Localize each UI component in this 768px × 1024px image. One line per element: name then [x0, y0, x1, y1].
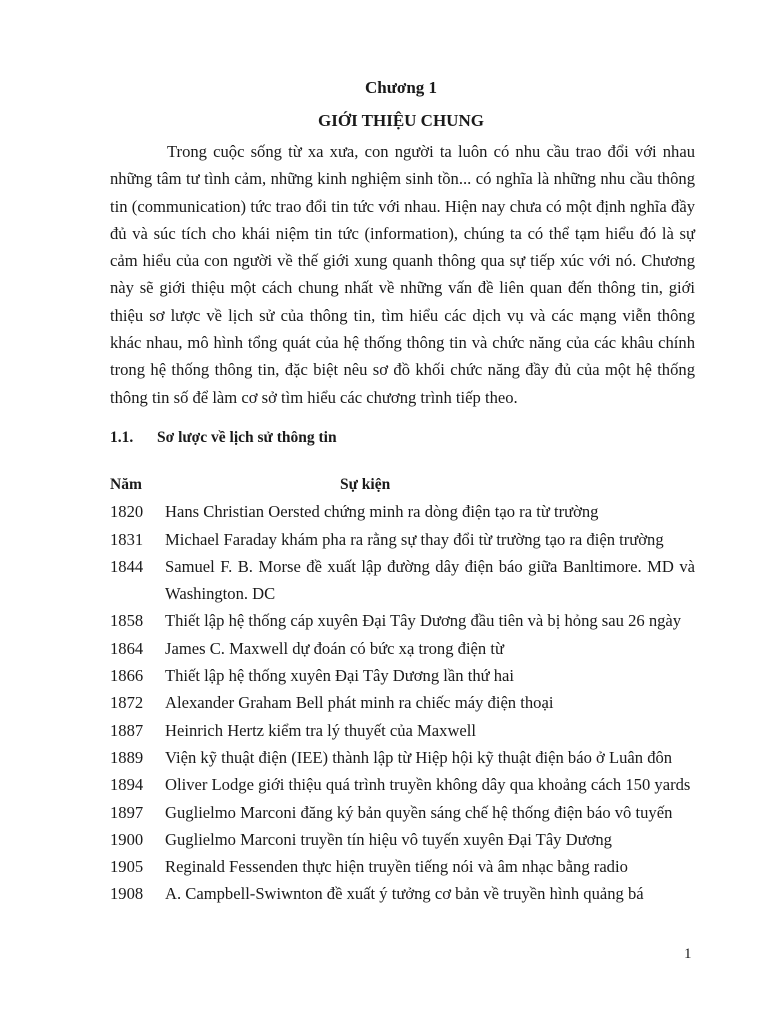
row-event: Heinrich Hertz kiểm tra lý thuyết của Maxwell: [165, 720, 477, 740]
table-row: [110, 880, 695, 907]
row-year: 1872: [110, 693, 144, 713]
column-header-year: Năm: [110, 476, 142, 493]
row-year: 1905: [110, 857, 144, 877]
table-row: [110, 853, 695, 880]
row-year: 1820: [110, 502, 144, 522]
row-year: 1831: [110, 529, 144, 549]
table-row: [110, 771, 695, 798]
row-year: 1897: [110, 802, 144, 822]
table-row: [110, 635, 695, 662]
row-event: Viện kỹ thuật điện (IEE) thành lập từ Hiệp hội kỹ thuật điện báo ở Luân đôn: [165, 747, 673, 767]
section-heading: [110, 429, 337, 447]
row-event: James C. Maxwell dự đoán có bức xạ trong điện từ: [165, 638, 504, 658]
row-event: Michael Faraday khám pha ra rằng sự thay đổi từ trường tạo ra điện trường: [165, 529, 664, 549]
table-row: [110, 498, 695, 525]
table-row: [110, 799, 695, 826]
row-year: 1887: [110, 720, 144, 740]
row-event: Guglielmo Marconi truyền tín hiệu vô tuyến xuyên Đại Tây Dương: [165, 829, 612, 849]
row-event: Oliver Lodge giới thiệu quá trình truyền không dây qua khoảng cách 150 yards: [165, 775, 691, 795]
table-row: [110, 553, 695, 608]
column-header-event: Sự kiện: [340, 476, 391, 493]
row-year: 1908: [110, 884, 144, 904]
row-event: Guglielmo Marconi đăng ký bản quyền sáng chế hệ thống điện báo vô tuyến: [165, 802, 673, 822]
table-row: [110, 689, 695, 716]
row-event: Thiết lập hệ thống cáp xuyên Đại Tây Dương đầu tiên và bị hỏng sau 26 ngày: [165, 611, 682, 631]
row-year: 1844: [110, 556, 144, 576]
row-event: A. Campbell-Swiwnton đề xuất ý tưởng cơ bản về truyền hình quảng bá: [165, 884, 644, 904]
row-event: Hans Christian Oersted chứng minh ra dòng điện tạo ra từ trường: [165, 502, 599, 522]
chapter-title: GIỚI THIỆU CHUNG: [318, 111, 484, 130]
section-title: Sơ lược về lịch sử thông tin: [157, 429, 337, 446]
table-row: [110, 526, 695, 553]
row-event: Thiết lập hệ thống xuyên Đại Tây Dương lần thứ hai: [165, 666, 515, 686]
page-number: 1: [684, 946, 692, 962]
table-header: [110, 471, 695, 498]
section-number: 1.1.: [110, 429, 134, 446]
table-row: [110, 607, 695, 634]
table-row: [110, 744, 695, 771]
row-event: Reginald Fessenden thực hiện truyền tiếng nói và âm nhạc bằng radio: [165, 857, 628, 877]
row-year: 1864: [110, 638, 144, 658]
table-row: [110, 826, 695, 853]
row-year: 1889: [110, 747, 144, 767]
table-row: [110, 662, 695, 689]
row-event: Alexander Graham Bell phát minh ra chiếc máy điện thoại: [165, 693, 554, 713]
chapter-number: Chương 1: [364, 78, 438, 97]
row-event: Samuel F. B. Morse đề xuất lập đường dây điện báo giữa Banltimore. MD và Washington. DC: [165, 556, 695, 604]
intro-paragraph: Trong cuộc sống từ xa xưa, con người ta luôn có nhu cầu trao đổi với nhau những tâm tư tình cảm, những kinh nghiệm sinh tồn... có nghĩa là những nhu cầu thông tin (communication) tức trao đổi tin tức với nhau. Hiện nay chưa có một định nghĩa đầy đủ và súc tích cho khái niệm tin tức (information), chúng ta có thể tạm hiểu đó là sự cảm hiểu của con người về thế giới xung quanh thông qua sự tiếp xúc với nó. Chương này sẽ giới thiệu một cách chung nhất về những vấn đề liên quan đến thông tin, giới thiệu sơ lược về lịch sử của thông tin, tìm hiểu các dịch vụ và các mạng viễn thông khác nhau, mô hình tổng quát của hệ thống thông tin và chức năng của các khâu chính trong hệ thống thông tin, đặc biệt nêu sơ đồ khối chức năng đầy đủ của một hệ thống thông tin số để làm cơ sở tìm hiểu các chương trình tiếp theo.: [110, 142, 695, 407]
row-year: 1900: [110, 829, 144, 849]
table-row: [110, 717, 695, 744]
row-year: 1866: [110, 666, 144, 686]
history-table: [110, 471, 695, 908]
row-year: 1894: [110, 775, 144, 795]
row-year: 1858: [110, 611, 144, 631]
